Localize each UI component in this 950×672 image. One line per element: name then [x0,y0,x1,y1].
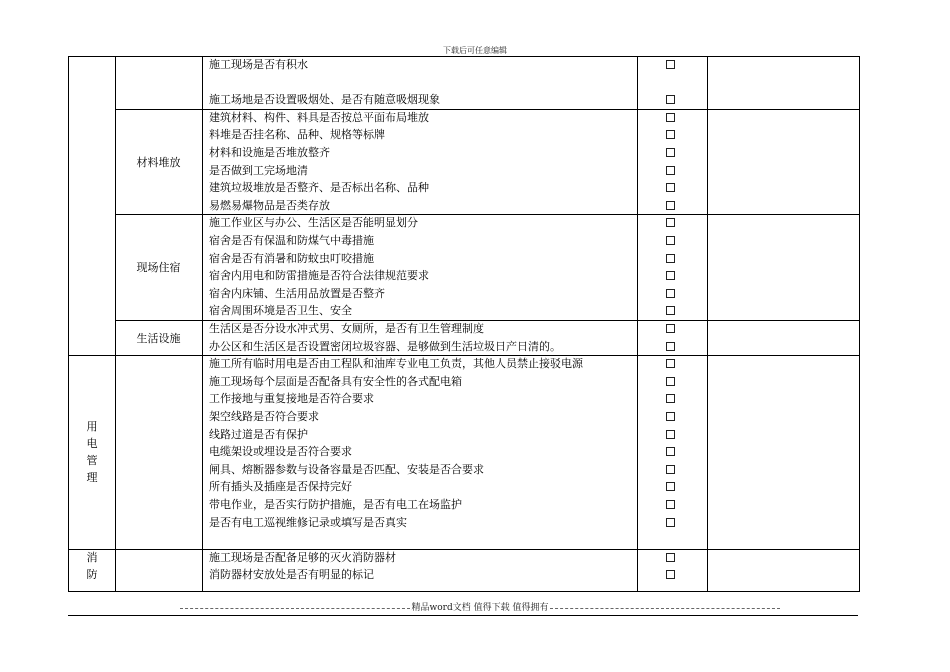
category-char: 管 [86,453,98,467]
checkbox-icon[interactable] [666,394,675,403]
check-item-text: 工作接地与重复接地是否符合要求 [209,392,374,406]
check-item-text: 是否有电工巡视维修记录或填写是否真实 [209,515,407,529]
check-item-text: 闸具、熔断器参数与设备容量是否匹配、安装是否合要求 [209,462,484,476]
checkbox-icon[interactable] [666,324,675,333]
checkbox-icon[interactable] [666,412,675,421]
category-char: 理 [86,470,98,484]
check-item-text: 所有插头及插座是否保持完好 [209,480,352,494]
check-item-text: 料堆是否挂名称、品种、规格等标牌 [209,128,385,142]
checkbox-icon[interactable] [666,482,675,491]
check-item-text: 易燃易爆物品是否类存放 [209,198,330,212]
checkbox-icon[interactable] [666,113,675,122]
checkbox-icon[interactable] [666,465,675,474]
checkbox-icon[interactable] [666,183,675,192]
checkbox-icon[interactable] [666,271,675,280]
category-label [69,549,115,584]
check-item-text: 架空线路是否符合要求 [209,410,319,423]
subcategory-label: 生活设施 [136,331,181,345]
row-divider [69,355,859,356]
header-note: 下载后可任意编辑 [443,46,507,55]
checkbox-icon[interactable] [666,500,675,509]
check-item-text: 施工现场每个层面是否配备具有安全性的各式配电箱 [209,374,462,388]
row-divider [115,320,859,321]
checkbox-icon[interactable] [666,430,675,439]
check-item-text: 材料和设施是否堆放整齐 [209,146,330,159]
checkbox-icon[interactable] [666,60,675,69]
checkbox-icon[interactable] [666,377,675,386]
page-footer [180,602,780,614]
category-char: 用 [86,419,98,433]
check-item-text: 施工现场是否配备足够的灭火消防器材 [209,550,396,564]
category-label [69,355,115,549]
category-label [69,56,115,355]
checkbox-icon[interactable] [666,289,675,298]
checkbox-icon[interactable] [666,570,675,579]
check-item-text: 生活区是否分设水冲式男、女厕所，是否有卫生管理制度 [209,322,484,335]
subcategory-label: 材料堆放 [136,155,181,169]
check-item-text: 电缆架设或埋设是否符合要求 [209,445,352,459]
check-item-text [209,74,639,92]
checkbox-icon[interactable] [666,518,675,527]
check-item-text [209,531,639,549]
check-item-text: 宿舍内用电和防雷措施是否符合法律规范要求 [209,269,429,283]
footer-dash-right [550,608,780,609]
check-item-text: 施工所有临时用电是否由工程队和油库专业电工负责，其他人员禁止接驳电源 [209,357,583,371]
checkbox-icon[interactable] [666,148,675,157]
checkbox-icon[interactable] [666,553,675,562]
checkbox-icon[interactable] [666,236,675,245]
subcategory-label [115,56,202,109]
row-divider [69,549,859,550]
check-item-text: 宿舍是否有消暑和防蚊虫叮咬措施 [209,251,374,265]
bottom-rule [68,615,858,616]
checkbox-icon[interactable] [666,166,675,175]
checkbox-icon[interactable] [666,447,675,456]
footer-text: 精品word文档 值得下载 值得拥有 [411,603,549,613]
checkbox-icon[interactable] [666,342,675,351]
check-item-text: 建筑材料、构件、料具是否按总平面布局堆放 [209,110,429,124]
check-item-text: 是否做到工完场地清 [209,163,308,177]
check-item-text: 宿舍是否有保温和防煤气中毒措施 [209,234,374,247]
column-divider [637,56,638,592]
category-char: 消 [86,551,98,565]
check-item-text: 带电作业，是否实行防护措施，是否有电工在场监护 [209,498,462,511]
inspection-table [68,56,860,592]
check-item-text: 施工作业区与办公、生活区是否能明显划分 [209,216,418,230]
row-divider [115,214,859,215]
checkbox-icon[interactable] [666,95,675,104]
footer-dash-left [180,608,410,609]
check-item-text: 施工现场是否有积水 [209,58,308,71]
column-divider [707,56,708,592]
checkbox-icon[interactable] [666,201,675,210]
check-item-text: 建筑垃圾堆放是否整齐、是否标出名称、品种 [209,181,429,195]
check-item-text: 消防器材安放处是否有明显的标记 [209,568,374,582]
subcategory-label: 现场住宿 [136,261,181,275]
row-divider [115,109,859,110]
category-char: 电 [86,436,98,450]
column-divider [202,56,203,592]
checkbox-icon[interactable] [666,130,675,139]
check-item-text: 办公区和生活区是否设置密闭垃圾容器、是够做到生活垃圾日产日清的。 [209,339,561,353]
check-item-text: 施工场地是否设置吸烟处、是否有随意吸烟现象 [209,93,440,107]
check-item-text: 宿舍周围环境是否卫生、安全 [209,304,352,318]
column-divider [115,56,116,592]
check-item-text: 线路过道是否有保护 [209,427,308,441]
checkbox-icon[interactable] [666,306,675,315]
checkbox-icon[interactable] [666,254,675,263]
checkbox-icon[interactable] [666,359,675,368]
check-item-text: 宿舍内床铺、生活用品放置是否整齐 [209,286,385,300]
category-char: 防 [86,568,98,582]
checkbox-icon[interactable] [666,218,675,227]
